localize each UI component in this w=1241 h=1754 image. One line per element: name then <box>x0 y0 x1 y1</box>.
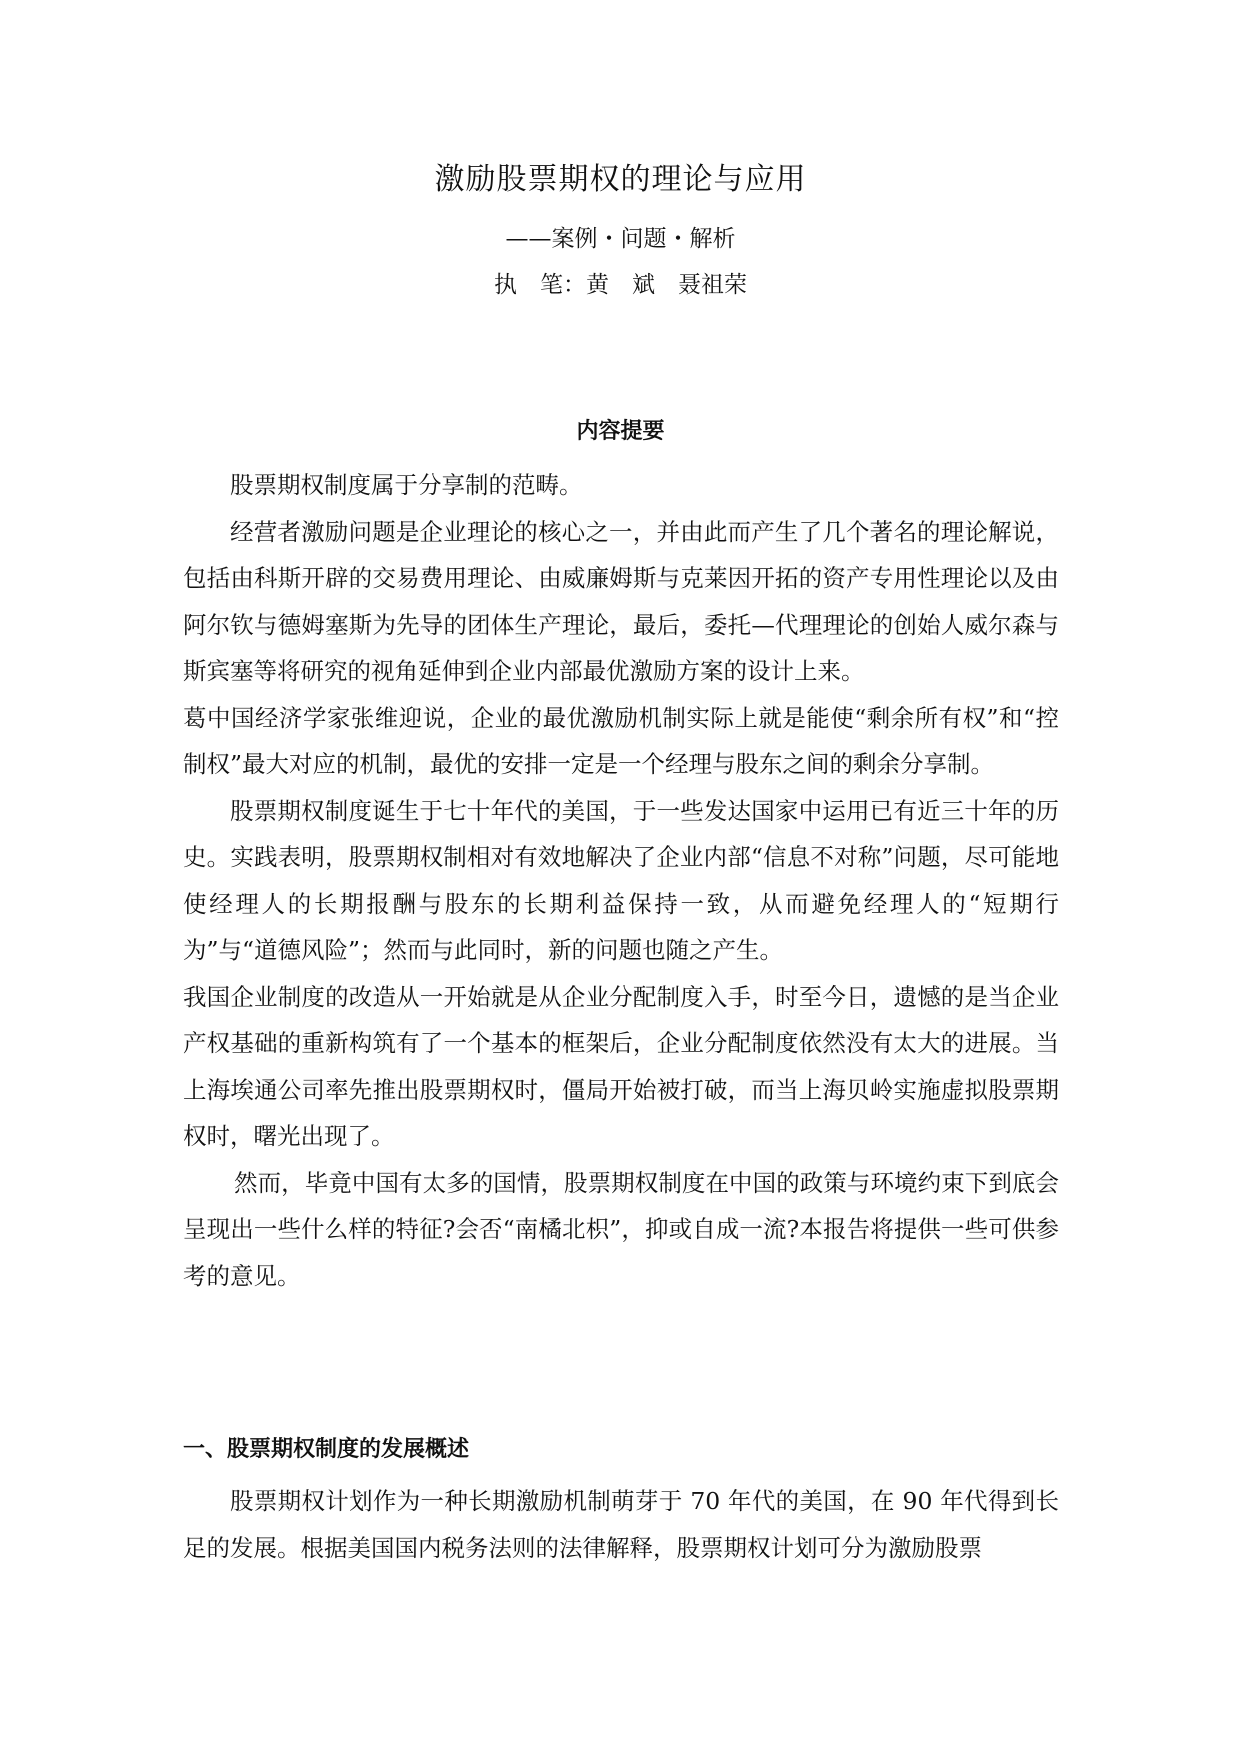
abstract-paragraph: 葛中国经济学家张维迎说，企业的最优激励机制实际上就是能使“剩余所有权”和“控制权”最大对应的机制，最优的安排一定是一个经理与股东之间的剩余分享制。 <box>183 703 1059 778</box>
document-subtitle: ——案例・问题・解析 <box>505 226 736 252</box>
abstract-body <box>183 462 1059 1299</box>
abstract-paragraph: 经营者激励问题是企业理论的核心之一，并由此而产生了几个著名的理论解说，包括由科斯开辟的交易费用理论、由威廉姆斯与克莱因开拓的资产专用性理论以及由阿尔钦与德姆塞斯为先导的团体生产理论，最后，委托—代理理论的创始人威尔森与斯宾塞等将研究的视角延伸到企业内部最优激励方案的设计上来。 <box>183 517 1059 685</box>
abstract-paragraph: 股票期权制度诞生于七十年代的美国，于一些发达国家中运用已有近三十年的历史。实践表明，股票期权制相对有效地解决了企业内部“信息不对称”问题，尽可能地使经理人的长期报酬与股东的长期利益保持一致，从而避免经理人的“短期行为”与“道德风险”；然而与此同时，新的问题也随之产生。 <box>183 796 1059 964</box>
section-paragraph: 股票期权计划作为一种长期激励机制萌芽于 70 年代的美国，在 90 年代得到长足的发展。根据美国国内税务法则的法律解释，股票期权计划可分为激励股票 <box>183 1487 1059 1562</box>
abstract-paragraph: 然而，毕竟中国有太多的国情，股票期权制度在中国的政策与环境约束下到底会呈现出一些什么样的特征?会否“南橘北枳”，抑或自成一流?本报告将提供一些可供参考的意见。 <box>183 1168 1059 1290</box>
section-heading: 一、股票期权制度的发展概述 <box>183 1437 470 1462</box>
abstract-paragraph: 股票期权制度属于分享制的范畴。 <box>230 471 583 499</box>
abstract-paragraph: 我国企业制度的改造从一开始就是从企业分配制度入手，时至今日，遗憾的是当企业产权基础的重新构筑有了一个基本的框架后，企业分配制度依然没有太大的进展。当上海埃通公司率先推出股票期权时，僵局开始被打破，而当上海贝岭实施虚拟股票期权时，曙光出现了。 <box>183 982 1059 1150</box>
document-title: 激励股票期权的理论与应用 <box>434 162 807 197</box>
document-authors: 执 笔：黄 斌 聂祖荣 <box>494 272 747 298</box>
abstract-heading: 内容提要 <box>576 419 665 444</box>
section-body <box>183 1478 1059 1571</box>
